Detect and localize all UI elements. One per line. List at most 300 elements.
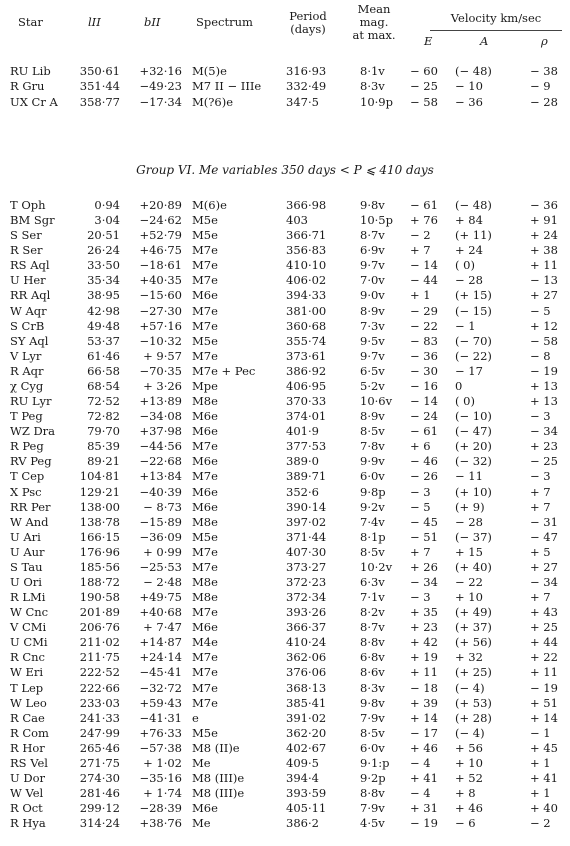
cell-per: 406·02 bbox=[286, 273, 327, 288]
cell-e: + 23 bbox=[410, 620, 438, 635]
cell-sp: M8e bbox=[192, 394, 218, 409]
cell-b: + 0·99 bbox=[143, 544, 182, 559]
cell-r: + 22 bbox=[530, 650, 558, 665]
cell-e: + 6 bbox=[410, 439, 431, 454]
cell-mag: 7·3v bbox=[360, 318, 385, 333]
cell-mag: 8·7v bbox=[360, 228, 385, 243]
cell-sp: M6e bbox=[192, 801, 218, 816]
cell-r: − 8 bbox=[530, 348, 551, 363]
table-row bbox=[0, 515, 570, 530]
cell-sp: M8e bbox=[192, 514, 218, 529]
cell-b: +32·16 bbox=[139, 64, 182, 78]
cell-b: −15·89 bbox=[139, 514, 182, 529]
cell-per: 409·5 bbox=[286, 755, 319, 770]
table-row bbox=[0, 635, 570, 650]
cell-mag: 10·2v bbox=[360, 559, 393, 574]
header-e: E bbox=[424, 34, 433, 48]
cell-l: 49·48 bbox=[87, 318, 120, 333]
cell-b: +13·89 bbox=[139, 394, 182, 409]
cell-a: + 84 bbox=[455, 213, 483, 228]
table-row bbox=[0, 439, 570, 454]
cell-l: 53·37 bbox=[87, 333, 120, 348]
table-row bbox=[0, 64, 570, 79]
cell-sp: M5e bbox=[192, 228, 218, 243]
cell-star: WZ Dra bbox=[10, 424, 56, 439]
cell-per: 397·02 bbox=[286, 514, 327, 529]
cell-e: − 45 bbox=[410, 514, 438, 529]
cell-e: + 35 bbox=[410, 605, 438, 620]
cell-l: 72·52 bbox=[87, 394, 120, 409]
cell-b: −49·23 bbox=[139, 79, 182, 94]
cell-sp: M5e bbox=[192, 333, 218, 348]
cell-star: R Hya bbox=[10, 816, 46, 831]
cell-a: (− 70) bbox=[455, 333, 492, 348]
cell-e: − 17 bbox=[410, 725, 438, 740]
cell-l: 42·98 bbox=[87, 303, 120, 318]
cell-e: + 1 bbox=[410, 288, 431, 303]
header-b: bII bbox=[144, 15, 161, 29]
cell-mag: 9·8p bbox=[360, 484, 386, 499]
cell-per: 402·67 bbox=[286, 740, 327, 755]
cell-a: − 1 bbox=[455, 318, 476, 333]
cell-sp: M6e bbox=[192, 424, 218, 439]
cell-b: +38·76 bbox=[139, 816, 182, 831]
cell-e: − 5 bbox=[410, 499, 431, 514]
cell-sp: M6e bbox=[192, 409, 218, 424]
cell-star: RS Aql bbox=[10, 258, 50, 273]
cell-star: T Cep bbox=[10, 469, 45, 484]
cell-mag: 10·5p bbox=[360, 213, 393, 228]
cell-star: R Cae bbox=[10, 710, 45, 725]
cell-r: + 7 bbox=[530, 590, 551, 605]
cell-b: +40·35 bbox=[139, 273, 182, 288]
cell-e: + 11 bbox=[410, 665, 438, 680]
cell-per: 368·13 bbox=[286, 680, 327, 695]
table-row bbox=[0, 258, 570, 273]
cell-e: + 39 bbox=[410, 695, 438, 710]
cell-star: S CrB bbox=[10, 318, 45, 333]
cell-l: 85·39 bbox=[87, 439, 120, 454]
cell-mag: 9·8v bbox=[360, 695, 385, 710]
header-rho: ρ bbox=[541, 34, 548, 48]
cell-star: U Ori bbox=[10, 575, 42, 589]
cell-e: − 34 bbox=[410, 575, 438, 589]
table-row bbox=[0, 243, 570, 258]
cell-e: − 60 bbox=[410, 64, 438, 78]
cell-l: 138·00 bbox=[79, 499, 120, 514]
cell-star: RR Aql bbox=[10, 288, 51, 303]
cell-sp: M7e bbox=[192, 318, 218, 333]
cell-r: − 25 bbox=[530, 454, 558, 469]
cell-per: 360·68 bbox=[286, 318, 327, 333]
cell-r: + 14 bbox=[530, 710, 558, 725]
cell-r: + 43 bbox=[530, 605, 558, 620]
cell-l: 38·95 bbox=[87, 288, 120, 303]
cell-r: + 7 bbox=[530, 499, 551, 514]
cell-r: − 5 bbox=[530, 303, 551, 318]
table-row bbox=[0, 273, 570, 288]
cell-sp: Mpe bbox=[192, 378, 218, 393]
cell-sp: M5e bbox=[192, 213, 218, 228]
table-row bbox=[0, 575, 570, 590]
cell-mag: 8·6v bbox=[360, 665, 385, 680]
cell-l: 211·02 bbox=[79, 635, 120, 650]
cell-mag: 6·8v bbox=[360, 650, 385, 665]
cell-e: − 29 bbox=[410, 303, 438, 318]
cell-e: − 22 bbox=[410, 318, 438, 333]
cell-mag: 8·8v bbox=[360, 786, 385, 801]
cell-per: 372·34 bbox=[286, 590, 327, 605]
cell-e: − 61 bbox=[410, 424, 438, 439]
cell-mag: 8·7v bbox=[360, 620, 385, 635]
cell-r: − 9 bbox=[530, 79, 551, 94]
header-star: Star bbox=[18, 15, 43, 29]
cell-sp: M7e + Pec bbox=[192, 363, 256, 378]
cell-l: 188·72 bbox=[79, 575, 120, 589]
cell-star: U Her bbox=[10, 273, 46, 288]
cell-r: + 40 bbox=[530, 801, 558, 816]
table-row bbox=[0, 620, 570, 635]
table-row bbox=[0, 650, 570, 665]
cell-a: − 11 bbox=[455, 469, 483, 484]
cell-per: 376·06 bbox=[286, 665, 327, 680]
cell-b: −25·53 bbox=[139, 559, 182, 574]
cell-sp: M6e bbox=[192, 620, 218, 635]
table-row bbox=[0, 816, 570, 831]
velocity-rule bbox=[430, 30, 562, 31]
cell-per: 401·9 bbox=[286, 424, 319, 439]
cell-per: 394·33 bbox=[286, 288, 327, 303]
cell-l: 35·34 bbox=[87, 273, 120, 288]
table-row bbox=[0, 590, 570, 605]
cell-per: 366·98 bbox=[286, 198, 327, 212]
cell-r: + 38 bbox=[530, 243, 558, 258]
cell-mag: 6·0v bbox=[360, 469, 385, 484]
cell-r: + 13 bbox=[530, 394, 558, 409]
cell-l: 233·03 bbox=[79, 695, 120, 710]
cell-e: − 4 bbox=[410, 755, 431, 770]
cell-e: − 36 bbox=[410, 348, 438, 363]
cell-per: 366·71 bbox=[286, 228, 327, 243]
cell-l: 271·75 bbox=[79, 755, 120, 770]
cell-l: 0·94 bbox=[94, 198, 120, 212]
cell-r: + 5 bbox=[530, 544, 551, 559]
header-l: lII bbox=[88, 15, 101, 29]
cell-star: R Gru bbox=[10, 79, 45, 94]
cell-r: + 7 bbox=[530, 484, 551, 499]
cell-r: + 23 bbox=[530, 439, 558, 454]
cell-a: (+ 20) bbox=[455, 439, 492, 454]
cell-l: 350·61 bbox=[79, 64, 120, 78]
cell-per: 372·23 bbox=[286, 575, 327, 589]
cell-mag: 10·9p bbox=[360, 94, 393, 109]
cell-l: 247·99 bbox=[79, 725, 120, 740]
cell-mag: 9·8v bbox=[360, 198, 385, 212]
cell-a: − 36 bbox=[455, 94, 483, 109]
cell-star: R Oct bbox=[10, 801, 43, 816]
cell-a: − 22 bbox=[455, 575, 483, 589]
cell-r: + 24 bbox=[530, 228, 558, 243]
cell-per: 386·2 bbox=[286, 816, 319, 831]
cell-star: V CMi bbox=[10, 620, 47, 635]
cell-l: 104·81 bbox=[79, 469, 120, 484]
cell-b: +24·14 bbox=[139, 650, 182, 665]
cell-mag: 7·9v bbox=[360, 801, 385, 816]
cell-mag: 7·4v bbox=[360, 514, 385, 529]
cell-a: (+ 25) bbox=[455, 665, 492, 680]
cell-b: −35·16 bbox=[139, 771, 182, 786]
cell-per: 393·59 bbox=[286, 786, 327, 801]
table-row bbox=[0, 711, 570, 726]
cell-l: 314·24 bbox=[79, 816, 120, 831]
cell-star: U Dor bbox=[10, 771, 45, 786]
cell-star: W Eri bbox=[10, 665, 44, 680]
cell-per: 389·71 bbox=[286, 469, 327, 484]
cell-star: R Hor bbox=[10, 740, 45, 755]
cell-star: R Com bbox=[10, 725, 49, 740]
cell-mag: 6·5v bbox=[360, 363, 385, 378]
cell-a: (+ 15) bbox=[455, 288, 492, 303]
cell-star: T Oph bbox=[10, 198, 46, 212]
cell-a: ( 0) bbox=[455, 258, 475, 273]
cell-sp: M8e bbox=[192, 575, 218, 589]
cell-star: U CMi bbox=[10, 635, 48, 650]
cell-r: + 27 bbox=[530, 288, 558, 303]
cell-sp: M7e bbox=[192, 243, 218, 258]
cell-r: + 11 bbox=[530, 258, 558, 273]
cell-star: W Vel bbox=[10, 786, 44, 801]
cell-sp: M7e bbox=[192, 303, 218, 318]
cell-per: 362·06 bbox=[286, 650, 327, 665]
cell-a: + 46 bbox=[455, 801, 483, 816]
cell-sp: M5e bbox=[192, 529, 218, 544]
cell-per: 410·24 bbox=[286, 635, 327, 650]
cell-per: 406·95 bbox=[286, 378, 327, 393]
cell-e: − 61 bbox=[410, 198, 438, 212]
cell-e: + 7 bbox=[410, 243, 431, 258]
cell-b: + 1·74 bbox=[143, 786, 182, 801]
cell-e: − 58 bbox=[410, 94, 438, 109]
cell-e: + 42 bbox=[410, 635, 438, 650]
cell-l: 72·82 bbox=[87, 409, 120, 424]
cell-r: − 28 bbox=[530, 94, 558, 109]
cell-sp: M7e bbox=[192, 469, 218, 484]
cell-mag: 8·3v bbox=[360, 680, 385, 695]
group-title: Group VI. Me variables 350 days < P ⩽ 410 days bbox=[136, 163, 434, 177]
cell-per: 393·26 bbox=[286, 605, 327, 620]
cell-r: − 34 bbox=[530, 424, 558, 439]
cell-a: ( 0) bbox=[455, 394, 475, 409]
cell-e: − 2 bbox=[410, 228, 431, 243]
cell-l: 61·46 bbox=[87, 348, 120, 363]
cell-l: 211·75 bbox=[79, 650, 120, 665]
cell-mag: 9·0v bbox=[360, 288, 385, 303]
cell-per: 332·49 bbox=[286, 79, 327, 94]
cell-a: (− 32) bbox=[455, 454, 492, 469]
table-row bbox=[0, 485, 570, 500]
cell-e: − 19 bbox=[410, 816, 438, 831]
cell-a: (− 37) bbox=[455, 529, 492, 544]
cell-per: 390·14 bbox=[286, 499, 327, 514]
cell-b: +76·33 bbox=[139, 725, 182, 740]
cell-r: + 91 bbox=[530, 213, 558, 228]
cell-b: −10·32 bbox=[139, 333, 182, 348]
cell-r: − 2 bbox=[530, 816, 551, 831]
cell-sp: Me bbox=[192, 755, 211, 770]
cell-a: + 15 bbox=[455, 544, 483, 559]
cell-star: RU Lyr bbox=[10, 394, 52, 409]
cell-b: + 7·47 bbox=[143, 620, 182, 635]
cell-per: 389·0 bbox=[286, 454, 319, 469]
header-a: A bbox=[480, 34, 489, 48]
cell-l: 89·21 bbox=[87, 454, 120, 469]
cell-r: − 3 bbox=[530, 469, 551, 484]
cell-b: +13·84 bbox=[139, 469, 182, 484]
table-row bbox=[0, 469, 570, 484]
cell-r: + 1 bbox=[530, 755, 551, 770]
cell-l: 166·15 bbox=[79, 529, 120, 544]
cell-a: (+ 37) bbox=[455, 620, 492, 635]
cell-a: + 32 bbox=[455, 650, 483, 665]
table-row bbox=[0, 771, 570, 786]
cell-b: −57·38 bbox=[139, 740, 182, 755]
cell-a: + 56 bbox=[455, 740, 483, 755]
cell-mag: 8·9v bbox=[360, 409, 385, 424]
header-period: Period (days) bbox=[289, 9, 327, 36]
cell-a: + 8 bbox=[455, 786, 476, 801]
cell-l: 222·66 bbox=[79, 680, 120, 695]
cell-per: 405·11 bbox=[286, 801, 327, 816]
cell-sp: M7e bbox=[192, 544, 218, 559]
cell-mag: 10·6v bbox=[360, 394, 393, 409]
cell-per: 347·5 bbox=[286, 94, 319, 109]
cell-sp: M7e bbox=[192, 695, 218, 710]
table-row bbox=[0, 349, 570, 364]
cell-star: RV Peg bbox=[10, 454, 52, 469]
cell-sp: M7e bbox=[192, 605, 218, 620]
cell-b: −18·61 bbox=[139, 258, 182, 273]
cell-e: − 3 bbox=[410, 590, 431, 605]
cell-r: − 13 bbox=[530, 273, 558, 288]
cell-star: V Lyr bbox=[10, 348, 42, 363]
cell-e: + 19 bbox=[410, 650, 438, 665]
cell-per: 355·74 bbox=[286, 333, 327, 348]
cell-mag: 5·2v bbox=[360, 378, 385, 393]
cell-b: +46·75 bbox=[139, 243, 182, 258]
cell-mag: 8·8v bbox=[360, 635, 385, 650]
cell-l: 241·33 bbox=[79, 710, 120, 725]
cell-mag: 9·9v bbox=[360, 454, 385, 469]
cell-l: 129·21 bbox=[79, 484, 120, 499]
cell-mag: 9·7v bbox=[360, 348, 385, 363]
cell-r: + 11 bbox=[530, 665, 558, 680]
cell-sp: M6e bbox=[192, 484, 218, 499]
cell-r: − 47 bbox=[530, 529, 558, 544]
cell-e: − 16 bbox=[410, 378, 438, 393]
cell-sp: M7e bbox=[192, 258, 218, 273]
cell-l: 201·89 bbox=[79, 605, 120, 620]
cell-per: 366·37 bbox=[286, 620, 327, 635]
cell-b: −32·72 bbox=[139, 680, 182, 695]
cell-a: − 10 bbox=[455, 79, 483, 94]
cell-star: S Ser bbox=[10, 228, 42, 243]
cell-e: + 76 bbox=[410, 213, 438, 228]
table-row bbox=[0, 605, 570, 620]
cell-a: − 6 bbox=[455, 816, 476, 831]
cell-r: + 44 bbox=[530, 635, 558, 650]
cell-sp: M7e bbox=[192, 680, 218, 695]
cell-b: +52·79 bbox=[139, 228, 182, 243]
cell-per: 373·61 bbox=[286, 348, 327, 363]
cell-l: 274·30 bbox=[79, 771, 120, 786]
cell-e: − 46 bbox=[410, 454, 438, 469]
cell-per: 386·92 bbox=[286, 363, 327, 378]
cell-mag: 8·9v bbox=[360, 303, 385, 318]
cell-sp: M(?6)e bbox=[192, 94, 234, 109]
cell-star: RS Vel bbox=[10, 755, 48, 770]
header-spectrum: Spectrum bbox=[196, 15, 253, 29]
cell-b: + 3·26 bbox=[143, 378, 182, 393]
cell-sp: Me bbox=[192, 816, 211, 831]
cell-mag: 4·5v bbox=[360, 816, 385, 831]
cell-per: 316·93 bbox=[286, 64, 327, 78]
cell-l: 358·77 bbox=[79, 94, 120, 109]
cell-e: − 14 bbox=[410, 394, 438, 409]
cell-e: − 24 bbox=[410, 409, 438, 424]
cell-sp: M(6)e bbox=[192, 198, 227, 212]
cell-a: (− 4) bbox=[455, 725, 485, 740]
cell-b: + 9·57 bbox=[143, 348, 182, 363]
cell-e: − 3 bbox=[410, 484, 431, 499]
cell-a: (− 10) bbox=[455, 409, 492, 424]
cell-r: − 58 bbox=[530, 333, 558, 348]
cell-r: − 19 bbox=[530, 363, 558, 378]
cell-mag: 7·8v bbox=[360, 439, 385, 454]
cell-per: 374·01 bbox=[286, 409, 327, 424]
table-row bbox=[0, 665, 570, 680]
cell-mag: 8·1p bbox=[360, 529, 386, 544]
cell-e: + 14 bbox=[410, 710, 438, 725]
cell-star: U Ari bbox=[10, 529, 41, 544]
cell-r: + 45 bbox=[530, 740, 558, 755]
cell-per: 403 bbox=[286, 213, 308, 228]
cell-e: + 41 bbox=[410, 771, 438, 786]
cell-star: T Lep bbox=[10, 680, 44, 695]
cell-a: + 10 bbox=[455, 755, 483, 770]
cell-e: − 26 bbox=[410, 469, 438, 484]
cell-l: 79·70 bbox=[87, 424, 120, 439]
cell-a: (+ 9) bbox=[455, 499, 485, 514]
table-row bbox=[0, 95, 570, 110]
cell-b: −40·39 bbox=[139, 484, 182, 499]
cell-b: −24·62 bbox=[139, 213, 182, 228]
header-mag: Mean mag. at max. bbox=[352, 2, 396, 42]
cell-a: (+ 56) bbox=[455, 635, 492, 650]
cell-a: (+ 10) bbox=[455, 484, 492, 499]
table-row bbox=[0, 304, 570, 319]
cell-r: + 51 bbox=[530, 695, 558, 710]
cell-star: R Cnc bbox=[10, 650, 45, 665]
cell-per: 410·10 bbox=[286, 258, 327, 273]
cell-sp: M(5)e bbox=[192, 64, 227, 78]
cell-star: U Aur bbox=[10, 544, 45, 559]
table-row bbox=[0, 500, 570, 515]
cell-l: 190·58 bbox=[79, 590, 120, 605]
cell-l: 3·04 bbox=[94, 213, 120, 228]
cell-mag: 9·2p bbox=[360, 771, 386, 786]
cell-a: (− 22) bbox=[455, 348, 492, 363]
cell-b: + 1·02 bbox=[143, 755, 182, 770]
